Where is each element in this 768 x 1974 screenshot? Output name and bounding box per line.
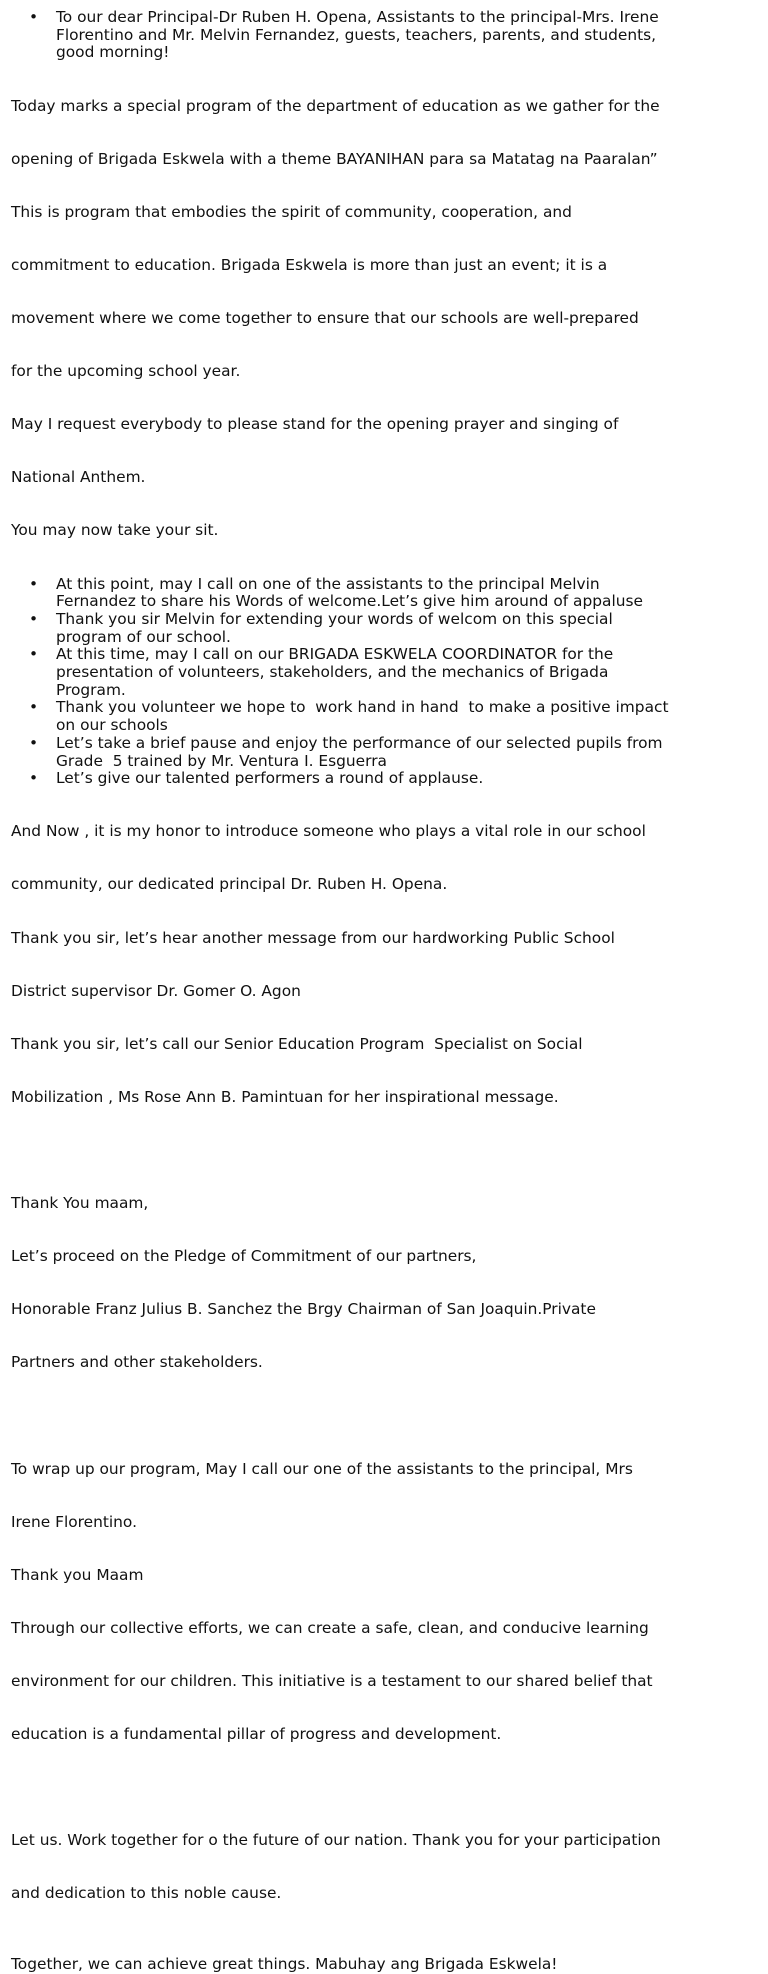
text-line: Thank you sir, let’s hear another message from our hardworking Public School: [11, 928, 615, 947]
opening-greeting-list: [11, 9, 761, 62]
text-line: movement where we come together to ensure that our schools are well-prepared: [11, 308, 639, 327]
bullet-icon: •: [29, 574, 39, 593]
bullet-icon: •: [29, 645, 39, 664]
final-line: Together, we can achieve great things. Mabuhay ang Brigada Eskwela!: [11, 1955, 558, 1974]
text-line: program of our school.: [56, 627, 231, 646]
text-line: Thank you Maam: [11, 1565, 144, 1584]
text-line: Fernandez to share his Words of welcome.Let’s give him around of appaluse: [56, 592, 643, 611]
introductions-paragraph: [11, 788, 761, 1142]
text-line: Thank you sir Melvin for extending your words of welcom on this special: [56, 609, 613, 628]
program-bullet-list: [11, 576, 761, 788]
text-line: Let’s proceed on the Pledge of Commitment of our partners,: [11, 1247, 477, 1266]
pledge-paragraph: [11, 1160, 761, 1408]
spacer: [11, 1142, 761, 1160]
wrap-up-paragraph: [11, 1425, 761, 1779]
text-line: environment for our children. This initiative is a testament to our shared belief that: [11, 1672, 653, 1691]
text-line: Mobilization , Ms Rose Ann B. Pamintuan for her inspirational message.: [11, 1087, 559, 1106]
spacer: [11, 1939, 761, 1957]
text-line: National Anthem.: [11, 468, 146, 487]
text-line: Honorable Franz Julius B. Sanchez the Brgy Chairman of San Joaquin.Private: [11, 1300, 596, 1319]
list-item: [11, 576, 761, 611]
list-item: [11, 646, 761, 699]
text-line: presentation of volunteers, stakeholders, and the mechanics of Brigada: [56, 663, 609, 682]
text-line: District supervisor Dr. Gomer O. Agon: [11, 981, 301, 1000]
text-line: This is program that embodies the spirit of community, cooperation, and: [11, 202, 572, 221]
text-line: Let’s give our talented performers a round of applause.: [56, 769, 484, 788]
text-line: Florentino and Mr. Melvin Fernandez, guests, teachers, parents, and students,: [56, 25, 657, 44]
spacer: [11, 1779, 761, 1797]
text-line: Thank you sir, let’s call our Senior Education Program Specialist on Social: [11, 1034, 583, 1053]
bullet-icon: •: [29, 8, 39, 26]
text-line: Partners and other stakeholders.: [11, 1353, 263, 1372]
text-line: and dedication to this noble cause.: [11, 1884, 282, 1903]
text-line: Thank You maam,: [11, 1194, 149, 1213]
list-item: [11, 770, 761, 788]
intro-paragraph: [11, 62, 761, 575]
list-item: [11, 611, 761, 646]
text-line: Let us. Work together for o the future of our nation. Thank you for your participation: [11, 1831, 661, 1850]
text-line: good morning!: [56, 43, 170, 62]
text-line: At this time, may I call on our BRIGADA ESKWELA COORDINATOR for the: [56, 645, 614, 664]
text-line: community, our dedicated principal Dr. Ruben H. Opena.: [11, 875, 448, 894]
text-line: To wrap up our program, May I call our one of the assistants to the principal, Mrs: [11, 1459, 633, 1478]
text-line: on our schools: [56, 716, 168, 735]
text-line: Let’s take a brief pause and enjoy the performance of our selected pupils from: [56, 733, 663, 752]
closing-paragraph: [11, 1797, 761, 1939]
text-line: Through our collective efforts, we can create a safe, clean, and conducive learning: [11, 1618, 649, 1637]
spacer: [11, 1408, 761, 1426]
text-line: Program.: [56, 680, 126, 699]
text-line: At this point, may I call on one of the assistants to the principal Melvin: [56, 574, 600, 593]
text-line: Today marks a special program of the department of education as we gather for the: [11, 96, 660, 115]
bullet-icon: •: [29, 698, 39, 717]
text-line: opening of Brigada Eskwela with a theme BAYANIHAN para sa Matatag na Paaralan”: [11, 149, 658, 168]
bullet-icon: •: [29, 609, 39, 628]
text-line: You may now take your sit.: [11, 521, 219, 540]
bullet-icon: •: [29, 733, 39, 752]
document-page: [11, 9, 761, 1974]
list-item: [11, 9, 761, 62]
text-line: commitment to education. Brigada Eskwela is more than just an event; it is a: [11, 255, 608, 274]
list-item: [11, 699, 761, 734]
list-item: [11, 735, 761, 770]
text-line: May I request everybody to please stand for the opening prayer and singing of: [11, 415, 619, 434]
text-line: Thank you volunteer we hope to work hand in hand to make a positive impact: [56, 698, 669, 717]
text-line: Grade 5 trained by Mr. Ventura I. Esguerra: [56, 751, 387, 770]
bullet-icon: •: [29, 769, 39, 788]
text-line: And Now , it is my honor to introduce someone who plays a vital role in our school: [11, 822, 646, 841]
text-line: To our dear Principal-Dr Ruben H. Opena, Assistants to the principal-Mrs. Irene: [56, 8, 659, 26]
text-line: for the upcoming school year.: [11, 362, 241, 381]
text-line: education is a fundamental pillar of progress and development.: [11, 1725, 502, 1744]
text-line: Irene Florentino.: [11, 1512, 137, 1531]
